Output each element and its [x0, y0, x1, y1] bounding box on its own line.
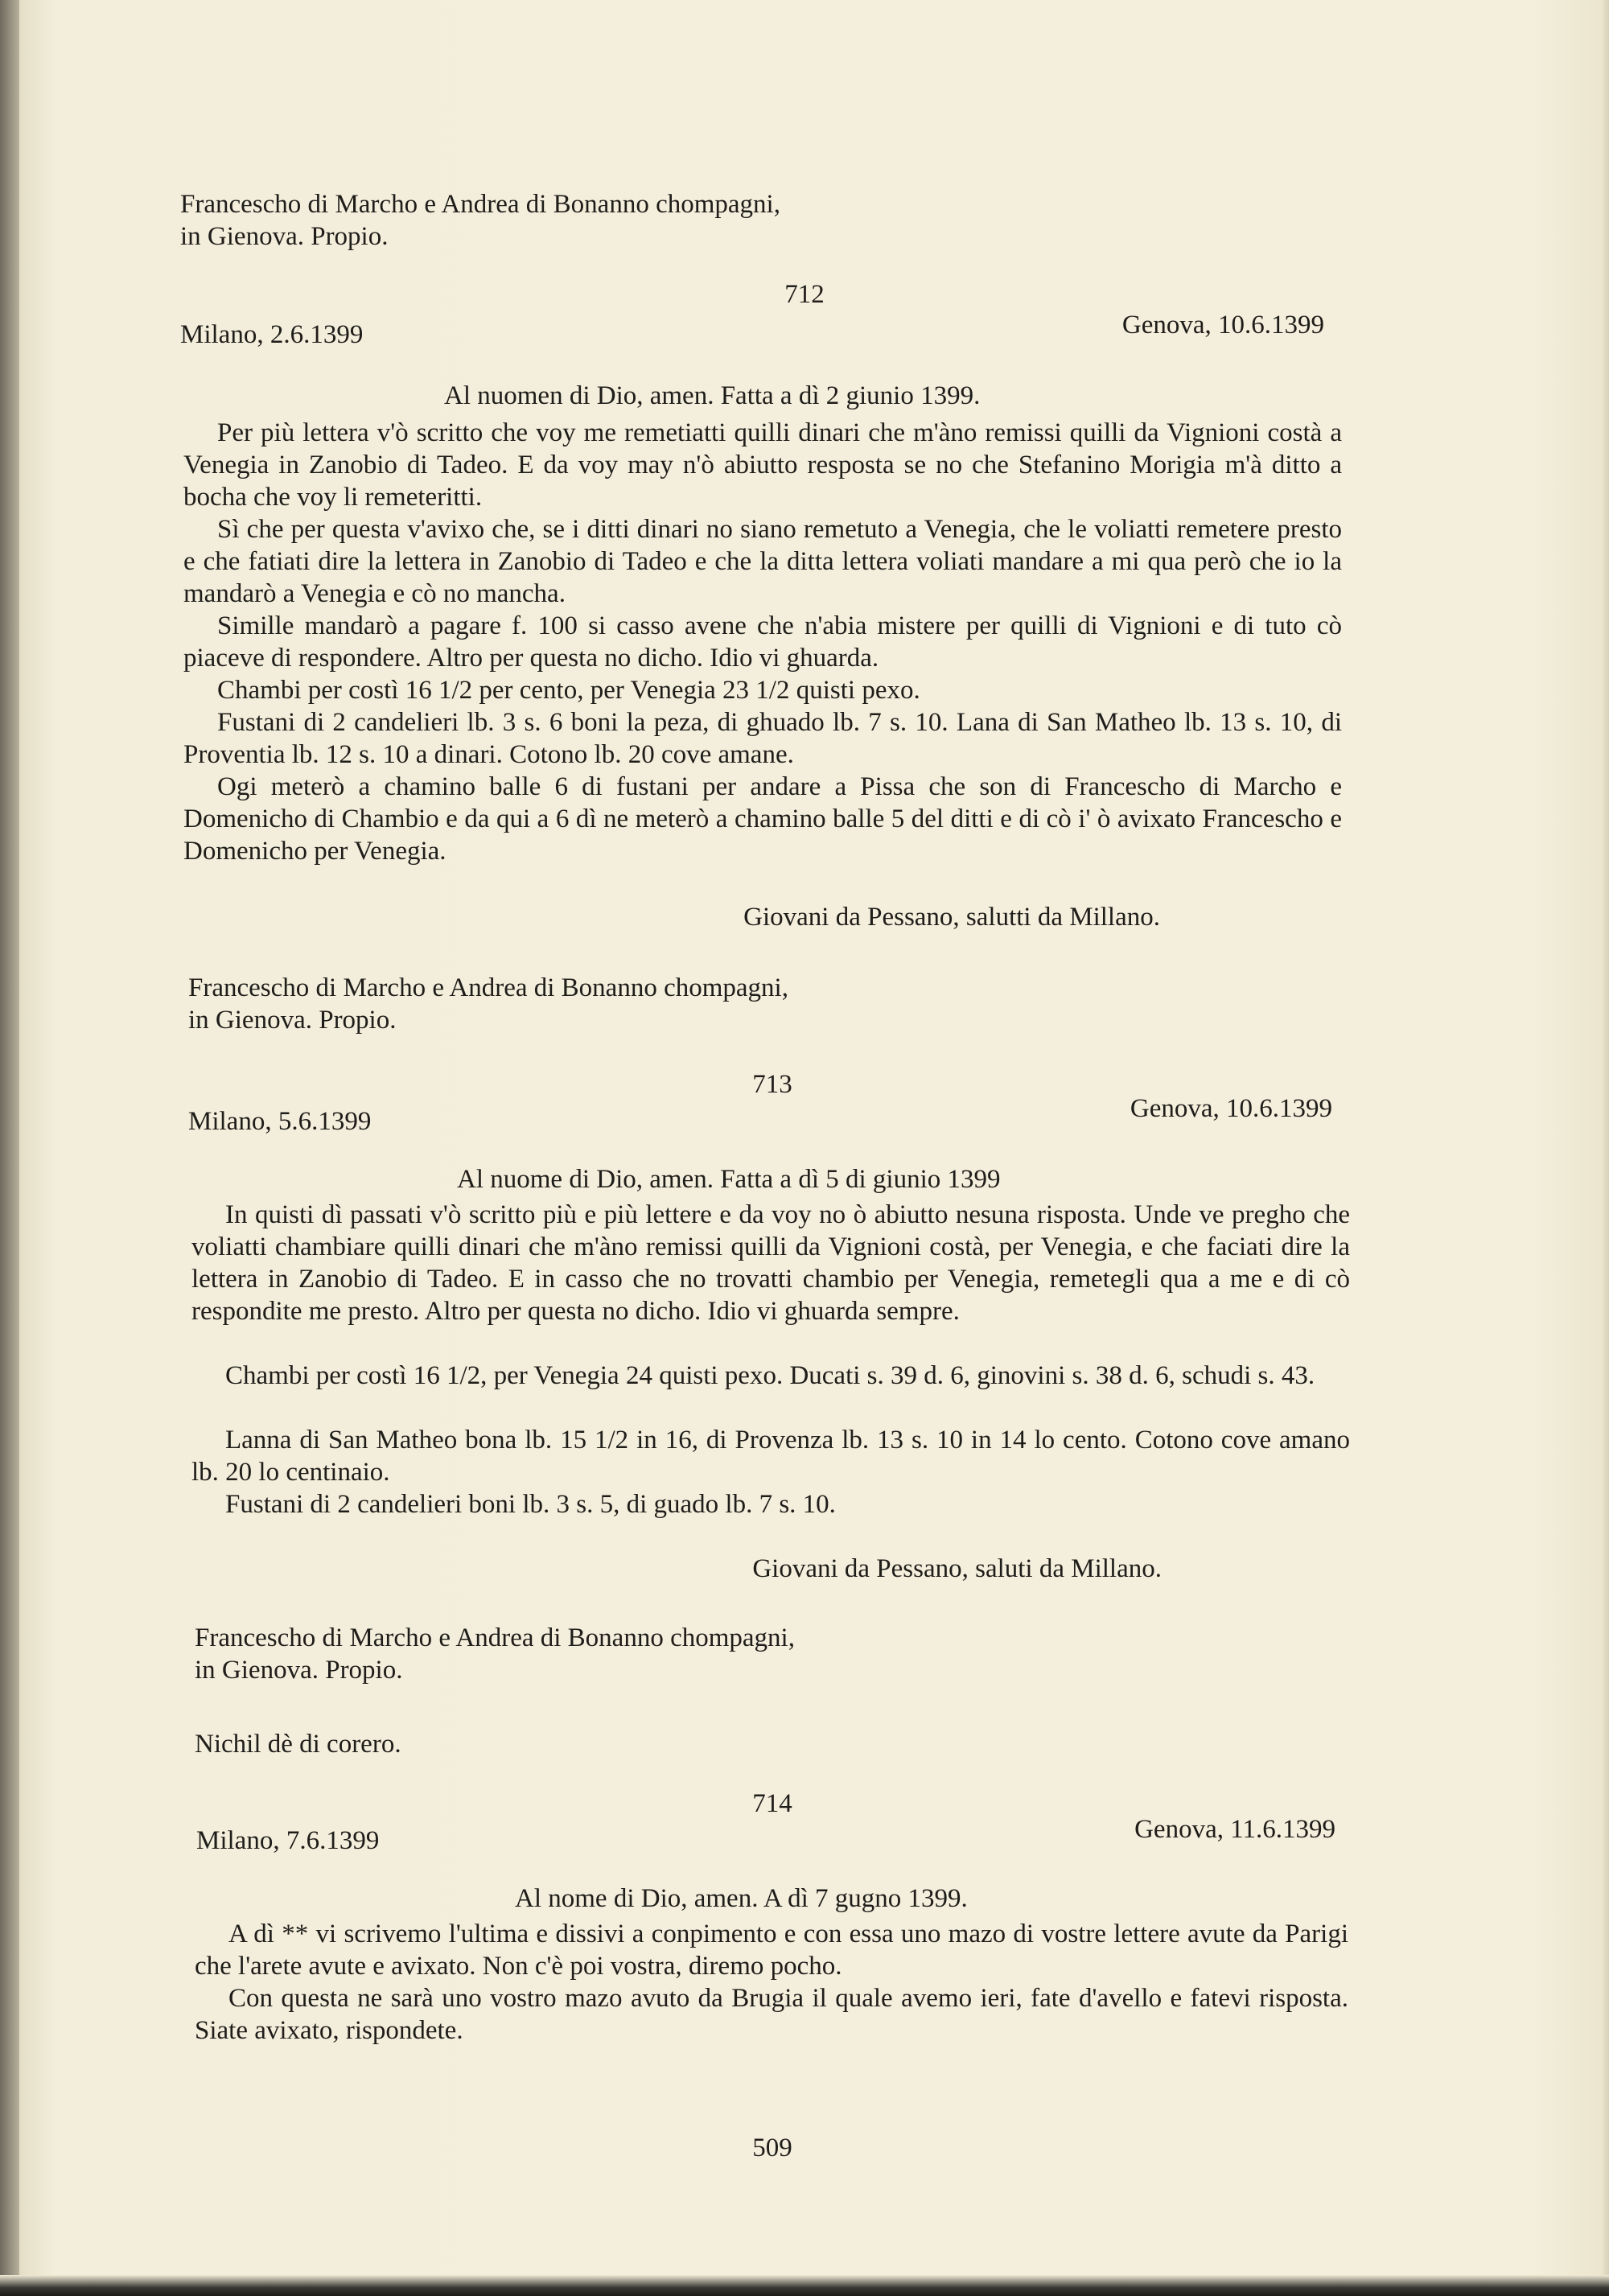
- page-bottom-edge: [0, 2275, 1609, 2296]
- letter-714-from: Milano, 7.6.1399: [196, 1826, 380, 1855]
- book-spine-shadow: [0, 0, 19, 2296]
- letter-713-heading: Al nuome di Dio, amen. Fatta a dì 5 di giunio 1399: [457, 1165, 1001, 1194]
- letter-712-to: Genova, 10.6.1399: [1121, 311, 1324, 339]
- letter-713-signature: Giovani da Pessano, saluti da Millano.: [752, 1554, 1162, 1583]
- letter-714-heading: Al nome di Dio, amen. A dì 7 gugno 1399.: [515, 1884, 968, 1913]
- letter-713-to: Genova, 10.6.1399: [1130, 1094, 1332, 1123]
- letter-713-paragraph-4: Fustani di 2 candelieri boni lb. 3 s. 5, di guado lb. 7 s. 10.: [225, 1490, 836, 1519]
- letter-712-paragraph-4: Chambi per costì 16 1/2 per cento, per Venegia 23 1/2 quisti pexo.: [217, 676, 920, 705]
- letter-712-address-2: in Gienova. Propio.: [188, 1006, 397, 1035]
- letter-714-paragraph-1: A dì ** vi scrivemo l'ultima e dissivi a conpimento e con essa uno mazo di vostre lettere avute da Parigi che l'arete avute e avixato. Non c'è poi vostra, diremo pocho.: [195, 1920, 1348, 1981]
- letter-712-paragraph-6: Ogi meterò a chamino balle 6 di fustani per andare a Pissa che son di Francescho di Marcho e Domenicho di Chambio e da qui a 6 dì ne meterò a chamino balle 5 del ditti e di cò i' ò avixato Francescho e Domenicho per Venegia.: [183, 772, 1342, 866]
- address-line-2: in Gienova. Propio.: [180, 222, 389, 251]
- letter-713-paragraph-1: In quisti dì passati v'ò scritto più e più lettere e da voy no ò abiutto nesuna risposta. Unde ve pregho che voliatti chambiare quilli dinari che m'àno remissi quilli da Vignioni costà, per Venegia, e che faciati dire la lettera in Zanobio di Tadeo. E in casso che no trovatti chambio per Venegia, remetegli qua a me e di cò respondite me presto. Altro per questa no dicho. Idio vi ghuarda sempre.: [191, 1200, 1350, 1326]
- letter-713-number: 713: [752, 1070, 792, 1099]
- letter-712-number: 712: [784, 280, 825, 309]
- letter-713-address-2: in Gienova. Propio.: [195, 1656, 403, 1685]
- letter-713-note: Nichil dè di corero.: [195, 1730, 401, 1759]
- letter-714-number: 714: [752, 1789, 792, 1818]
- letter-712-from: Milano, 2.6.1399: [180, 320, 364, 349]
- letter-712-paragraph-1: Per più lettera v'ò scritto che voy me remetiatti quilli dinari che m'àno remissi quilli da Vignioni costà a Venegia in Zanobio di Tadeo. E da voy may n'ò abiutto resposta se no che Stefanino Morigia m'à ditto a bocha che voy li remeteritti.: [183, 418, 1342, 512]
- letter-712-paragraph-5: Fustani di 2 candelieri lb. 3 s. 6 boni la peza, di ghuado lb. 7 s. 10. Lana di San Matheo lb. 13 s. 10, di Proventia lb. 12 s. 10 a dinari. Cotono lb. 20 cove amane.: [183, 708, 1342, 769]
- letter-712-paragraph-2: Sì che per questa v'avixo che, se i ditti dinari no siano remetuto a Venegia, che le voliatti remetere presto e che fatiati dire la lettera in Zanobio di Tadeo e che la ditta lettera voliati mandare a mi qua però che io la mandarò a Venegia e cò no mancha.: [183, 515, 1342, 608]
- letter-712-heading: Al nuomen di Dio, amen. Fatta a dì 2 giunio 1399.: [444, 381, 981, 410]
- page-number: 509: [752, 2133, 792, 2162]
- letter-712-address-1: Francescho di Marcho e Andrea di Bonanno chompagni,: [188, 973, 788, 1002]
- letter-712-paragraph-3: Simille mandarò a pagare f. 100 si casso avene che n'abia mistere per quilli di Vignioni e di tuto cò piaceve di respondere. Altro per questa no dicho. Idio vi ghuarda.: [183, 611, 1342, 673]
- letter-713-from: Milano, 5.6.1399: [188, 1107, 372, 1136]
- address-line-1: Francescho di Marcho e Andrea di Bonanno chompagni,: [180, 190, 780, 219]
- letter-714-to: Genova, 11.6.1399: [1134, 1815, 1335, 1844]
- letter-713-address-1: Francescho di Marcho e Andrea di Bonanno chompagni,: [195, 1623, 795, 1652]
- letter-714-paragraph-2: Con questa ne sarà uno vostro mazo avuto da Brugia il quale avemo ieri, fate d'avello e fatevi risposta. Siate avixato, rispondete.: [195, 1984, 1348, 2045]
- letter-713-paragraph-2: Chambi per costì 16 1/2, per Venegia 24 quisti pexo. Ducati s. 39 d. 6, ginovini s. 38 d. 6, schudi s. 43.: [225, 1361, 1315, 1390]
- letter-712-signature: Giovani da Pessano, salutti da Millano.: [743, 903, 1160, 932]
- letter-713-paragraph-3: Lanna di San Matheo bona lb. 15 1/2 in 16, di Provenza lb. 13 s. 10 in 14 lo cento. Cotono cove amano lb. 20 lo centinaio.: [191, 1426, 1350, 1487]
